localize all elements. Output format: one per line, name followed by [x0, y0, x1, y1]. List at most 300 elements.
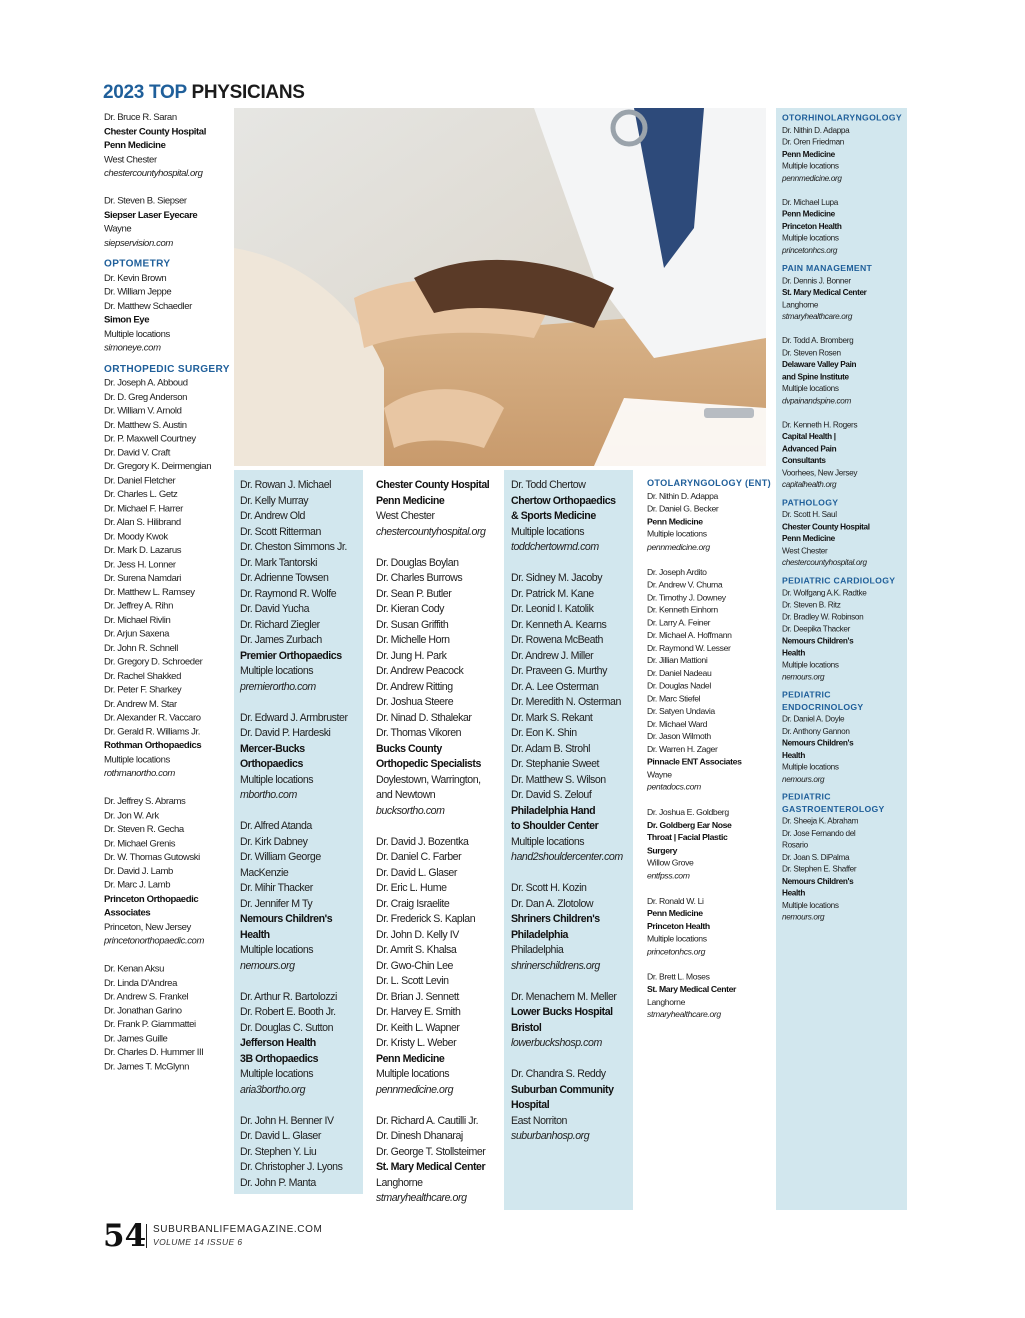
- listing-line: Philadelphia: [511, 944, 564, 956]
- listing-line: Dr. Charles D. Hummer III: [104, 1047, 204, 1058]
- listing-line: Dr. David S. Zelouf: [511, 789, 592, 801]
- practice-name: Philadelphia Hand: [511, 804, 596, 817]
- listing-line: Dr. Bradley W. Robinson: [782, 612, 864, 622]
- listing-line: Dr. Daniel Fletcher: [104, 475, 176, 486]
- listing-line: Dr. Praveen G. Murthy: [511, 665, 607, 677]
- entry-spacer: [647, 554, 771, 567]
- website-text: princetonhcs.org: [647, 946, 706, 957]
- listing-line: Langhorne: [647, 997, 686, 1008]
- website-text: hand2shouldercenter.com: [511, 851, 623, 863]
- practice-name: Nemours Children's: [782, 636, 854, 646]
- listing-line: Dr. Andrew Peacock: [376, 665, 464, 677]
- listing-line: Dr. Matthew L. Ramsey: [104, 586, 195, 598]
- listing-line: Doylestown, Warrington,: [376, 773, 481, 786]
- listing-line: Dr. Robert E. Booth Jr.: [240, 1006, 336, 1018]
- listing-line: Dr. John H. Benner IV: [240, 1114, 334, 1127]
- practice-name: St. Mary Medical Center: [376, 1161, 486, 1173]
- specialty-heading: ENDOCRINOLOGY: [782, 702, 864, 712]
- listing-line: Dr. Satyen Undavia: [647, 706, 715, 717]
- listing-line: Dr. Dennis J. Bonner: [782, 275, 851, 286]
- practice-name: Premier Orthopaedics: [240, 649, 342, 662]
- listing-line: Multiple locations: [647, 529, 707, 540]
- entry-spacer: [240, 804, 348, 820]
- listing-line: Dr. Leonid I. Katolik: [511, 603, 594, 615]
- website-text: chestercountyhospital.org: [104, 167, 203, 179]
- practice-name: Suburban Community: [511, 1083, 614, 1096]
- listing-line: Dr. Wolfgang A.K. Radtke: [782, 588, 867, 598]
- listing-line: Multiple locations: [511, 525, 585, 538]
- practice-name: Penn Medicine: [782, 534, 835, 544]
- listing-line: Dr. Stephanie Sweet: [511, 758, 600, 770]
- listing-line: Dr. Thomas Vikoren: [376, 727, 462, 739]
- entry-spacer: [647, 883, 771, 896]
- website-text: aria3bortho.org: [240, 1083, 306, 1096]
- practice-name: Chester County Hospital: [104, 125, 206, 137]
- listing-line: Dr. Richard A. Cautilli Jr.: [376, 1114, 479, 1127]
- website-text: shrinerschildrens.org: [511, 959, 600, 972]
- listing-line: West Chester: [376, 510, 435, 522]
- listing-line: Dr. Joan S. DiPalma: [782, 852, 850, 863]
- listing-line: Dr. Scott Ritterman: [240, 525, 321, 538]
- listing-line: Dr. Amrit S. Khalsa: [376, 944, 457, 956]
- practice-name: Simon Eye: [104, 314, 150, 326]
- listing-line: Dr. Susan Griffith: [376, 618, 449, 631]
- listing-line: Dr. Joshua Steere: [376, 696, 454, 708]
- footer-divider: [146, 1224, 147, 1248]
- listing-line: Dr. John P. Manta: [240, 1176, 316, 1189]
- listing-line: Dr. William Jeppe: [104, 286, 172, 298]
- listing-line: Dr. Kirk Dabney: [240, 835, 308, 848]
- listing-line: Dr. Scott H. Saul: [782, 510, 837, 520]
- listing-line: Dr. Kristy L. Weber: [376, 1037, 457, 1049]
- entry-spacer: [647, 794, 771, 807]
- listing-line: Dr. Andrew Old: [240, 510, 305, 522]
- page-title-rest: PHYSICIANS: [186, 82, 305, 103]
- listing-line: Dr. Larry A. Feiner: [647, 617, 711, 628]
- footer-website: SUBURBANLIFEMAGAZINE.COM: [153, 1224, 323, 1235]
- website-text: pentadocs.com: [647, 782, 701, 793]
- practice-name: Princeton Health: [782, 221, 842, 232]
- listing-line: Dr. Brian J. Sennett: [376, 990, 459, 1003]
- listing-line: West Chester: [782, 546, 828, 556]
- practice-name: Jefferson Health: [240, 1037, 316, 1049]
- listing-line: Dr. Adam B. Strohl: [511, 742, 591, 755]
- listing-line: Multiple locations: [782, 660, 839, 670]
- listing-line: Dr. Joseph Ardito: [647, 567, 707, 578]
- listing-line: Dr. Todd Chertow: [511, 479, 586, 491]
- listing-line: Dr. Frederick S. Kaplan: [376, 913, 476, 925]
- website-text: toddchertowmd.com: [511, 541, 599, 553]
- listing-line: Dr. Steven R. Gecha: [104, 823, 184, 835]
- listing-line: Dr. Andrew M. Star: [104, 698, 177, 710]
- listing-line: Dr. Surena Namdari: [104, 572, 181, 584]
- listing-line: Dr. Mark S. Rekant: [511, 711, 593, 724]
- website-text: simoneye.com: [104, 342, 161, 354]
- specialty-heading: PEDIATRIC: [782, 792, 831, 803]
- listing-line: Dr. Douglas Nadel: [647, 681, 711, 691]
- listing-line: Dr. Rowan J. Michael: [240, 479, 332, 491]
- listing-line: Dr. Andrew V. Chuma: [647, 579, 723, 590]
- website-text: suburbanhosp.org: [511, 1130, 590, 1142]
- website-text: entfpss.com: [647, 870, 690, 881]
- listing-line: Dr. William George: [240, 851, 321, 863]
- listing-line: Dr. Eric L. Hume: [376, 882, 447, 894]
- listing-column-2: [240, 478, 348, 1191]
- entry-spacer: [240, 695, 348, 711]
- listing-line: Dr. David P. Hardeski: [240, 727, 331, 739]
- listing-line: Dr. Menachem M. Meller: [511, 990, 617, 1003]
- practice-name: Dr. Goldberg Ear Nose: [647, 820, 732, 831]
- listing-line: Dr. John D. Kelly IV: [376, 928, 459, 941]
- listing-line: Dr. Douglas C. Sutton: [240, 1021, 334, 1034]
- listing-line: Dr. David J. Bozentka: [376, 835, 469, 848]
- entry-spacer: [240, 974, 348, 990]
- practice-name: St. Mary Medical Center: [647, 984, 737, 995]
- listing-line: Dr. Nithin D. Adappa: [782, 125, 850, 136]
- footer-volume: VOLUME 14 ISSUE 6: [153, 1237, 243, 1247]
- practice-name: Penn Medicine: [376, 1052, 445, 1065]
- practice-name: 3B Orthopaedics: [240, 1052, 319, 1065]
- specialty-heading: GASTROENTEROLOGY: [782, 804, 885, 815]
- practice-name: Princeton Health: [647, 921, 710, 932]
- listing-line: Dr. Charles L. Getz: [104, 489, 178, 500]
- listing-line: Dr. Edward J. Armbruster: [240, 711, 348, 724]
- listing-line: Dr. Jon W. Ark: [104, 809, 159, 821]
- listing-line: Dr. Gregory K. Deirmengian: [104, 461, 212, 472]
- listing-column-3: [376, 478, 489, 1207]
- listing-line: Dr. Alfred Atanda: [240, 820, 312, 832]
- specialty-heading: PEDIATRIC CARDIOLOGY: [782, 576, 896, 586]
- listing-line: Multiple locations: [782, 233, 839, 244]
- listing-line: Dr. Andrew Ritting: [376, 680, 453, 693]
- entry-spacer: [376, 819, 489, 835]
- listing-line: Multiple locations: [782, 762, 839, 772]
- listing-line: Multiple locations: [647, 934, 707, 944]
- listing-line: Dr. Kieran Cody: [376, 603, 445, 615]
- practice-name: Throat | Facial Plastic: [647, 832, 728, 843]
- listing-line: Dr. Rowena McBeath: [511, 634, 603, 646]
- listing-line: Dr. A. Lee Osterman: [511, 680, 599, 693]
- listing-column-1: [104, 111, 230, 1074]
- listing-line: Dr. Kenneth A. Kearns: [511, 618, 607, 631]
- listing-line: Dr. P. Maxwell Courtney: [104, 433, 196, 444]
- listing-line: Dr. Oren Friedman: [782, 137, 844, 148]
- entry-spacer: [104, 181, 230, 195]
- specialty-heading: OPTOMETRY: [104, 258, 171, 270]
- listing-line: Dr. Eon K. Shin: [511, 727, 577, 739]
- practice-name: Penn Medicine: [782, 149, 835, 160]
- listing-line: Dr. Alexander R. Vaccaro: [104, 712, 201, 723]
- listing-line: Dr. Douglas Boylan: [376, 556, 459, 569]
- practice-name: Rothman Orthopaedics: [104, 740, 202, 751]
- entry-spacer: [376, 1098, 489, 1114]
- listing-line: Dr. Todd A. Bromberg: [782, 335, 854, 346]
- practice-name: Capital Health |: [782, 431, 836, 442]
- practice-name: Delaware Valley Pain: [782, 359, 857, 370]
- listing-line: Dr. James Zurbach: [240, 634, 322, 646]
- listing-line: Dr. Kenneth H. Rogers: [782, 419, 858, 430]
- listing-line: Multiple locations: [782, 383, 839, 394]
- specialty-heading: OTORHINOLARYNGOLOGY: [782, 113, 902, 124]
- listing-line: Dr. Kelly Murray: [240, 494, 309, 507]
- listing-line: Dr. Joshua E. Goldberg: [647, 807, 729, 818]
- listing-line: Multiple locations: [240, 944, 314, 956]
- practice-name: Shriners Children's: [511, 913, 600, 925]
- practice-name: Princeton Orthopaedic: [104, 893, 199, 905]
- listing-line: Dr. Mark D. Lazarus: [104, 544, 182, 556]
- listing-line: Dr. Raymond R. Wolfe: [240, 587, 337, 600]
- listing-line: Dr. Rachel Shakked: [104, 670, 181, 682]
- practice-name: to Shoulder Center: [511, 820, 599, 832]
- listing-line: Dr. James T. McGlynn: [104, 1060, 189, 1072]
- entry-spacer: [511, 974, 623, 990]
- specialty-heading: PAIN MANAGEMENT: [782, 263, 873, 274]
- listing-line: Dr. Michael F. Harrer: [104, 502, 183, 514]
- listing-line: Dr. Charles Burrows: [376, 572, 463, 584]
- listing-line: Dr. Kenan Aksu: [104, 963, 165, 975]
- listing-line: Dr. Jung H. Park: [376, 649, 447, 662]
- listing-line: Multiple locations: [104, 754, 170, 765]
- listing-line: Dr. Kenneth Einhorn: [647, 605, 718, 616]
- listing-line: Dr. Anthony Gannon: [782, 726, 850, 736]
- listing-line: Dr. Ronald W. Li: [647, 896, 704, 906]
- practice-name: Philadelphia: [511, 928, 568, 941]
- listing-line: Dr. Gerald R. Williams Jr.: [104, 726, 200, 737]
- listing-line: West Chester: [104, 153, 157, 165]
- practice-name: Mercer-Bucks: [240, 742, 305, 755]
- listing-line: Dr. Daniel Nadeau: [647, 668, 712, 679]
- website-text: nemours.org: [782, 672, 825, 682]
- listing-line: Multiple locations: [782, 161, 839, 172]
- listing-line: Dr. Frank P. Giammattei: [104, 1019, 196, 1030]
- website-text: stmaryhealthcare.org: [647, 1009, 721, 1020]
- practice-name: Pinnacle ENT Associates: [647, 757, 742, 767]
- listing-line: Dr. Arthur R. Bartolozzi: [240, 990, 337, 1003]
- listing-line: Multiple locations: [240, 665, 314, 677]
- doctor-patient-hands-photo: [234, 108, 766, 466]
- listing-line: Dr. Mark Tantorski: [240, 556, 318, 569]
- listing-line: Dr. James Guille: [104, 1033, 168, 1044]
- practice-name: Health: [782, 648, 805, 658]
- listing-line: Multiple locations: [104, 328, 170, 340]
- practice-name: Nemours Children's: [782, 876, 854, 887]
- listing-line: Dr. Nithin D. Adappa: [647, 491, 718, 502]
- website-text: capitalhealth.org: [782, 479, 837, 490]
- practice-name: Health: [782, 888, 805, 899]
- practice-name: Penn Medicine: [376, 494, 445, 507]
- listing-line: Dr. Sean P. Butler: [376, 587, 452, 600]
- entry-spacer: [104, 781, 230, 795]
- listing-line: Dr. Chandra S. Reddy: [511, 1068, 606, 1080]
- listing-column-5: [647, 478, 771, 1022]
- listing-line: Dr. Jess H. Lonner: [104, 558, 176, 570]
- listing-line: Dr. Joseph A. Abboud: [104, 377, 188, 389]
- practice-name: Penn Medicine: [647, 908, 703, 919]
- listing-line: Dr. Adrienne Towsen: [240, 572, 329, 584]
- practice-name: Health: [782, 750, 805, 760]
- website-text: mbortho.com: [240, 789, 297, 801]
- listing-line: Princeton, New Jersey: [104, 921, 191, 933]
- listing-line: Dr. D. Greg Anderson: [104, 391, 188, 403]
- listing-line: Dr. Linda D'Andrea: [104, 977, 177, 989]
- listing-line: Dr. David Yucha: [240, 603, 310, 615]
- practice-name: Advanced Pain: [782, 443, 837, 454]
- entry-spacer: [782, 185, 902, 197]
- practice-name: Consultants: [782, 455, 826, 466]
- listing-line: Dr. Jennifer M Ty: [240, 897, 313, 910]
- listing-line: Voorhees, New Jersey: [782, 467, 858, 478]
- listing-line: Dr. Stephen E. Shaffer: [782, 864, 857, 875]
- listing-line: Dr. Kevin Brown: [104, 272, 167, 284]
- listing-line: Dr. L. Scott Levin: [376, 975, 449, 987]
- entry-spacer: [647, 959, 771, 972]
- listing-line: Dr. Arjun Saxena: [104, 628, 170, 640]
- listing-line: Dr. Cheston Simmons Jr.: [240, 541, 347, 553]
- listing-line: Langhorne: [376, 1176, 423, 1189]
- listing-line: Dr. Dinesh Dhanaraj: [376, 1130, 463, 1142]
- specialty-heading: PATHOLOGY: [782, 498, 839, 508]
- listing-line: Dr. Steven B. Siepser: [104, 195, 187, 207]
- page-number: 54: [103, 1218, 147, 1254]
- listing-line: Dr. William V. Arnold: [104, 405, 182, 417]
- entry-spacer: [782, 323, 902, 335]
- listing-line: Dr. Marc J. Lamb: [104, 879, 171, 891]
- listing-line: Dr. Alan S. Hilibrand: [104, 516, 181, 528]
- website-text: chestercountyhospital.org: [376, 525, 486, 538]
- website-text: lowerbuckshosp.com: [511, 1037, 602, 1049]
- practice-name: Orthopedic Specialists: [376, 758, 481, 770]
- listing-line: Dr. Michelle Horn: [376, 634, 450, 646]
- practice-name: and Spine Institute: [782, 371, 849, 382]
- listing-line: Dr. David L. Glaser: [376, 866, 457, 879]
- website-text: stmaryhealthcare.org: [376, 1192, 467, 1204]
- specialty-heading: ORTHOPEDIC SURGERY: [104, 363, 230, 375]
- website-text: rothmanortho.com: [104, 768, 175, 779]
- practice-name: Nemours Children's: [240, 913, 333, 925]
- website-text: dvpainandspine.com: [782, 395, 851, 406]
- listing-line: Dr. George T. Stollsteimer: [376, 1145, 486, 1158]
- practice-name: Chertow Orthopaedics: [511, 494, 616, 507]
- listing-line: Willow Grove: [647, 858, 694, 868]
- listing-line: Dr. Gwo-Chin Lee: [376, 959, 453, 972]
- practice-name: Penn Medicine: [647, 516, 703, 527]
- listing-line: Dr. Daniel A. Doyle: [782, 714, 845, 724]
- practice-name: Penn Medicine: [782, 209, 835, 220]
- practice-name: Penn Medicine: [104, 139, 166, 151]
- listing-line: Rosario: [782, 840, 808, 851]
- entry-spacer: [376, 540, 489, 556]
- website-text: premierortho.com: [240, 680, 316, 693]
- listing-line: Dr. Sidney M. Jacoby: [511, 572, 603, 584]
- website-text: princetonhcs.org: [782, 245, 838, 256]
- practice-name: Nemours Children's: [782, 738, 854, 748]
- listing-line: Dr. Timothy J. Downey: [647, 592, 726, 603]
- listing-line: Dr. Stephen Y. Liu: [240, 1145, 317, 1158]
- listing-line: Dr. Michael Lupa: [782, 197, 838, 208]
- specialty-heading: PEDIATRIC: [782, 690, 831, 700]
- practice-name: Chester County Hospital: [376, 479, 490, 491]
- website-text: pennmedicine.org: [782, 173, 842, 184]
- listing-line: Dr. Jillian Mattioni: [647, 655, 708, 666]
- practice-name: Bucks County: [376, 742, 442, 755]
- listing-line: Dr. Meredith N. Osterman: [511, 696, 621, 708]
- listing-line: Dr. Peter F. Sharkey: [104, 684, 182, 696]
- page-title: [103, 82, 305, 104]
- listing-line: Dr. Matthew Schaedler: [104, 300, 192, 312]
- practice-name: Lower Bucks Hospital: [511, 1006, 613, 1018]
- listing-line: Dr. Ninad D. Sthalekar: [376, 711, 472, 724]
- entry-spacer: [104, 948, 230, 962]
- listing-line: Dr. Brett L. Moses: [647, 971, 710, 982]
- listing-line: Dr. Moody Kwok: [104, 530, 168, 542]
- listing-line: Dr. Daniel G. Becker: [647, 504, 719, 514]
- listing-line: Dr. Michael Grenis: [104, 837, 176, 849]
- listing-line: East Norriton: [511, 1114, 567, 1127]
- listing-line: Dr. Craig Israelite: [376, 897, 450, 910]
- practice-name: St. Mary Medical Center: [782, 287, 867, 298]
- website-text: nemours.org: [782, 774, 825, 784]
- listing-line: Multiple locations: [240, 1068, 314, 1080]
- listing-line: Dr. Christopher J. Lyons: [240, 1161, 343, 1173]
- listing-line: Dr. Michael A. Hoffmann: [647, 630, 732, 641]
- listing-line: Dr. Dan A. Zlotolow: [511, 897, 594, 910]
- listing-line: Dr. Deepika Thacker: [782, 624, 850, 634]
- listing-line: Dr. David J. Lamb: [104, 865, 173, 877]
- listing-line: Dr. Matthew S. Wilson: [511, 773, 606, 786]
- listing-line: Dr. Steven Rosen: [782, 347, 841, 358]
- listing-line: Wayne: [647, 769, 672, 780]
- entry-spacer: [511, 1052, 623, 1068]
- listing-line: Multiple locations: [376, 1068, 450, 1080]
- website-text: nemours.org: [240, 959, 295, 972]
- listing-line: Dr. Mihir Thacker: [240, 882, 313, 894]
- listing-line: Dr. Raymond W. Lesser: [647, 643, 731, 653]
- entry-spacer: [511, 866, 623, 882]
- entry-spacer: [240, 1098, 348, 1114]
- listing-line: Langhorne: [782, 299, 819, 310]
- website-text: bucksortho.com: [376, 804, 445, 817]
- listing-line: Dr. Sheeja K. Abraham: [782, 816, 859, 827]
- website-text: pennmedicine.org: [376, 1083, 454, 1096]
- listing-line: Dr. Andrew J. Miller: [511, 649, 594, 662]
- listing-line: Dr. Jose Fernando del: [782, 828, 856, 839]
- practice-name: Associates: [104, 907, 151, 919]
- practice-name: Health: [240, 928, 270, 941]
- listing-line: Dr. Jason Wilmoth: [647, 731, 711, 742]
- listing-column-6: [782, 113, 902, 924]
- listing-line: Dr. David L. Glaser: [240, 1130, 321, 1142]
- entry-spacer: [511, 556, 623, 572]
- listing-line: Dr. Gregory D. Schroeder: [104, 656, 203, 668]
- listing-line: Dr. Patrick M. Kane: [511, 587, 594, 600]
- listing-line: Dr. Michael Ward: [647, 719, 708, 729]
- listing-line: Dr. Jeffrey S. Abrams: [104, 795, 186, 807]
- listing-line: Dr. John R. Schnell: [104, 642, 178, 654]
- listing-line: Dr. Andrew S. Frankel: [104, 991, 189, 1002]
- entry-spacer: [782, 407, 902, 419]
- listing-line: Dr. Jonathan Garino: [104, 1005, 182, 1016]
- listing-line: Dr. Daniel C. Farber: [376, 851, 462, 863]
- practice-name: Chester County Hospital: [782, 522, 870, 532]
- practice-name: Hospital: [511, 1099, 550, 1111]
- website-text: pennmedicine.org: [647, 542, 710, 552]
- practice-name: Bristol: [511, 1021, 542, 1034]
- specialty-heading: OTOLARYNGOLOGY (ENT): [647, 478, 771, 489]
- listing-line: MacKenzie: [240, 866, 289, 879]
- listing-line: Dr. Michael Rivlin: [104, 614, 171, 626]
- practice-name: & Sports Medicine: [511, 510, 596, 522]
- listing-line: Dr. Jeffrey A. Rihn: [104, 600, 173, 612]
